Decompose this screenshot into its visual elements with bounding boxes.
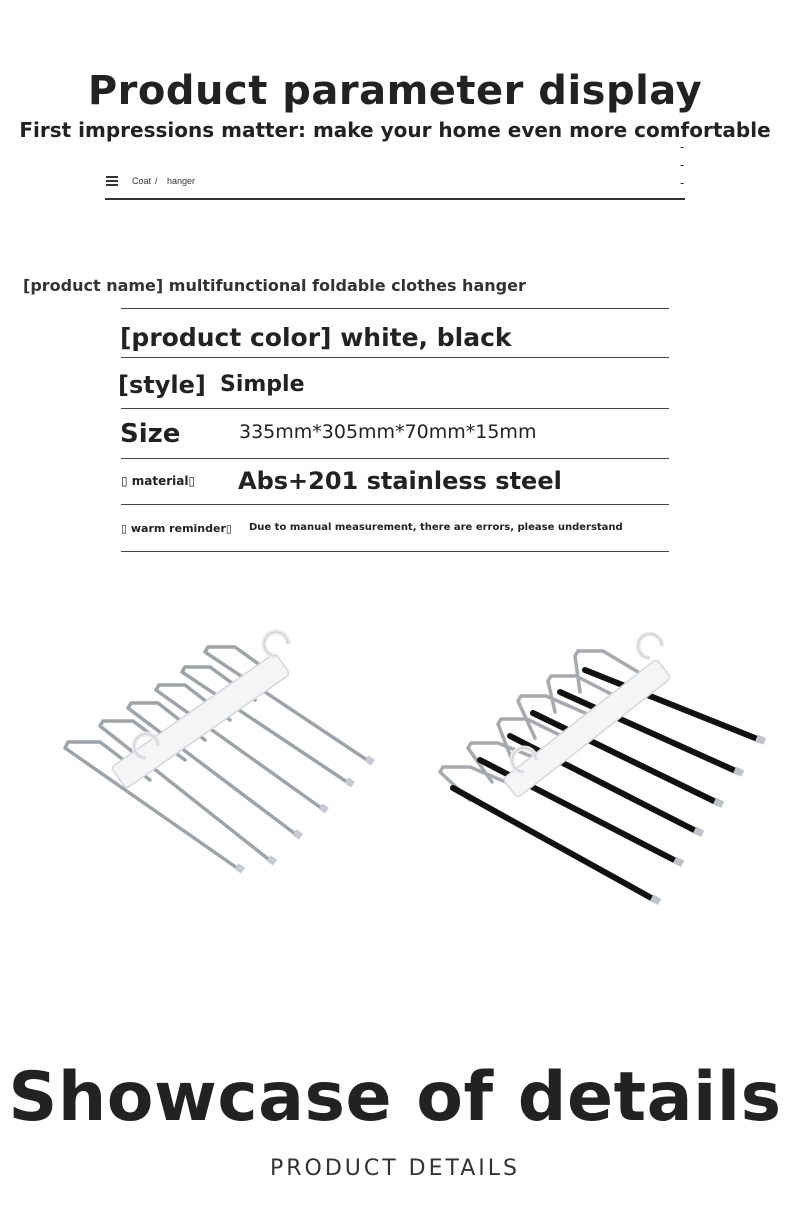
menu-icon[interactable]	[106, 176, 118, 188]
showcase-title: Showcase of details	[8, 1058, 782, 1137]
warm-reminder-label: ▯ warm reminder▯	[121, 522, 232, 535]
white-hanger-image	[65, 632, 375, 874]
warm-reminder-value: Due to manual measurement, there are errors, please understand	[249, 522, 623, 533]
dash-marks: - - -	[680, 140, 685, 190]
material-label: ▯ material▯	[121, 474, 196, 488]
breadcrumb-item-coat[interactable]: Coat	[132, 176, 152, 186]
material-value: Abs+201 stainless steel	[238, 467, 562, 495]
page-subtitle: First impressions matter: make your home even more comfortable	[19, 118, 771, 142]
style-label: [style]	[118, 371, 206, 399]
table-divider	[121, 551, 669, 552]
size-value: 335mm*305mm*70mm*15mm	[239, 421, 537, 443]
table-divider	[121, 357, 669, 358]
product-name: [product name] multifunctional foldable clothes hanger	[23, 276, 526, 295]
table-divider	[121, 308, 669, 309]
breadcrumb	[105, 172, 685, 200]
breadcrumb-separator: /	[155, 176, 158, 186]
breadcrumb-item-hanger[interactable]: hanger	[167, 176, 196, 186]
table-divider	[121, 504, 669, 505]
product-color: [product color] white, black	[120, 323, 512, 352]
showcase-subtitle: PRODUCT DETAILS	[269, 1156, 521, 1181]
product-images	[40, 600, 780, 920]
size-label: Size	[120, 419, 181, 449]
table-divider	[121, 458, 669, 459]
page-title: Product parameter display	[87, 68, 703, 114]
table-divider	[121, 408, 669, 409]
style-value: Simple	[220, 372, 305, 397]
black-hanger-image	[440, 634, 766, 905]
